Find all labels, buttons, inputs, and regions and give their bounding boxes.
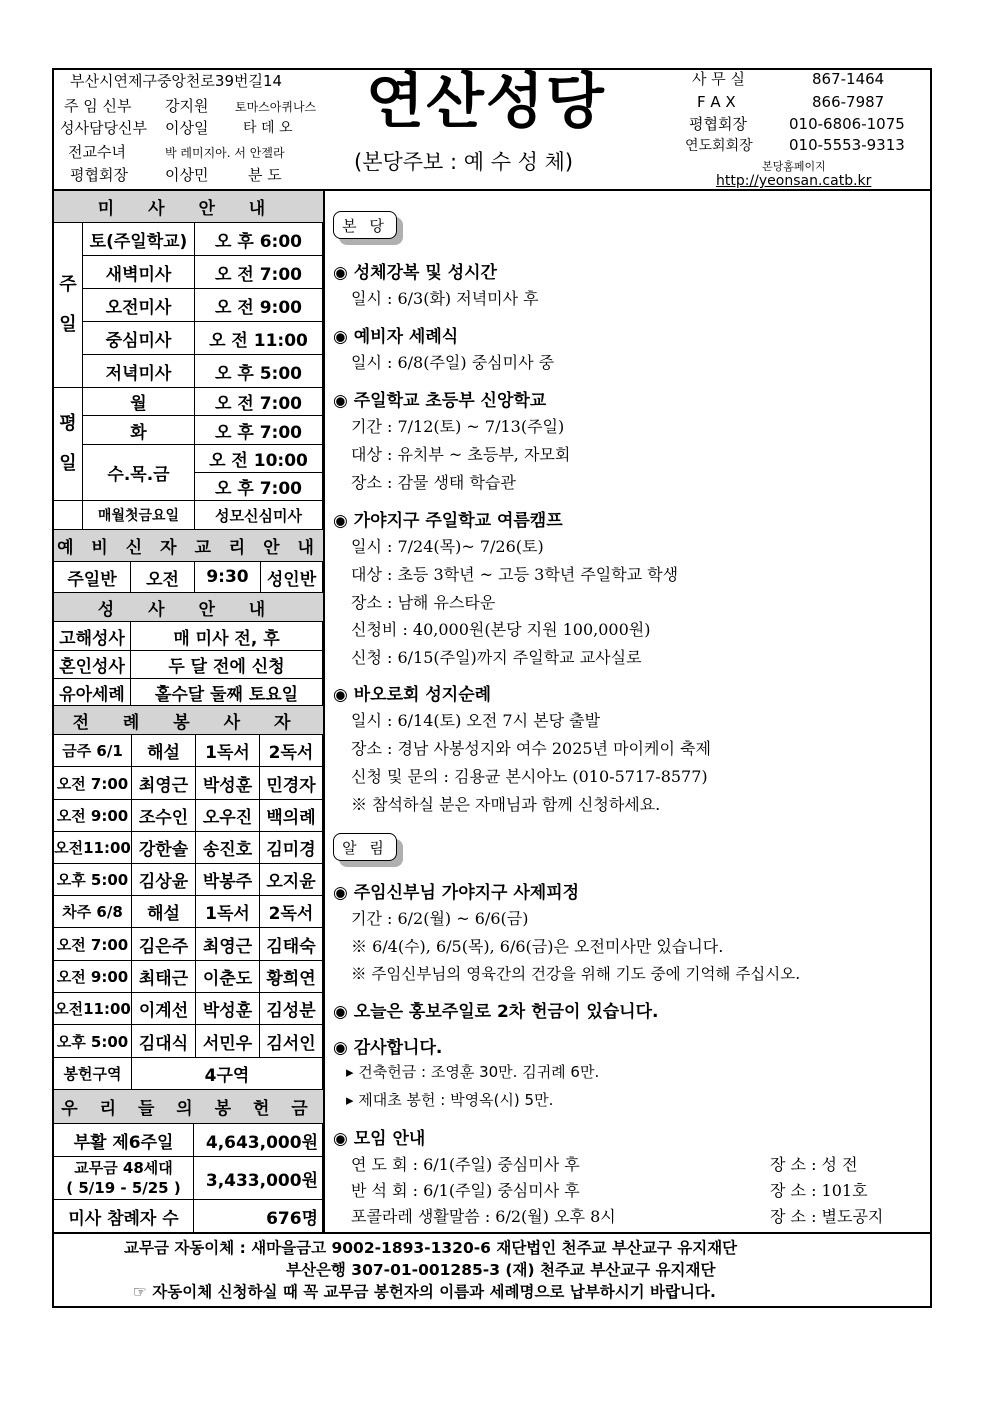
meeting-3-what: 포콜라레 생활말씀 : 6/2(월) 오후 8시 bbox=[351, 1207, 616, 1226]
sacrament-name-3: 유아세례 bbox=[54, 679, 131, 706]
parish-section-5-title: ◉ 바오로회 성지순례 bbox=[333, 685, 492, 705]
sacrament-name-2: 혼인성사 bbox=[54, 651, 131, 679]
servers-w1-r1-c1: 최영근 bbox=[132, 767, 196, 800]
parish-section-1-line-1: 일시 : 6/3(화) 저녁미사 후 bbox=[351, 289, 539, 308]
servers-w2-r4-c1: 김대식 bbox=[132, 1025, 196, 1058]
servers-week2-header-3: 2독서 bbox=[260, 896, 323, 928]
weekday-mass-name-2: 화 bbox=[83, 416, 195, 445]
parish-section-3-line-1: 기간 : 7/12(토) ~ 7/13(주일) bbox=[351, 417, 565, 436]
meeting-3-where: 장 소 : 별도공지 bbox=[770, 1207, 884, 1226]
catechumen-time: 9:30 bbox=[195, 562, 261, 593]
staff-name-3: 박 레미지아. 서 안젤라 bbox=[165, 146, 285, 160]
servers-week2-header-1: 해설 bbox=[132, 896, 196, 928]
offering-label-1: 부활 제6주일 bbox=[54, 1124, 194, 1157]
weekday-label: 평일 bbox=[54, 388, 83, 501]
homepage-link[interactable]: http://yeonsan.catb.kr bbox=[716, 173, 872, 189]
servers-w2-r3-c2: 박성훈 bbox=[196, 993, 260, 1025]
notice-section-1-line-1: 기간 : 6/2(월) ~ 6/6(금) bbox=[351, 909, 529, 928]
parish-section-4-line-1: 일시 : 7/24(목)~ 7/26(토) bbox=[351, 537, 544, 556]
parish-section-3-line-3: 장소 : 감물 생태 학습관 bbox=[351, 473, 516, 492]
staff-role-3: 전교수녀 bbox=[68, 143, 126, 161]
staff-saint-2: 타 데 오 bbox=[243, 120, 293, 136]
servers-w2-r2-c2: 이춘도 bbox=[196, 961, 260, 993]
contact-value-4: 010-5553-9313 bbox=[789, 136, 905, 154]
staff-name-4: 이상민 bbox=[165, 166, 209, 184]
parish-section-5-line-4: ※ 참석하실 분은 자매님과 함께 신청하세요. bbox=[351, 795, 661, 814]
first-friday-spacer bbox=[54, 501, 83, 530]
footer-line-2: 부산은행 307-01-001285-3 (재) 천주교 부산교구 유지재단 bbox=[286, 1261, 716, 1279]
servers-w1-r3-c1: 강한솔 bbox=[132, 832, 196, 864]
offering-label-2-line2: ( 5/19 - 5/25 ) bbox=[66, 1179, 181, 1197]
servers-w1-r3-time: 오전11:00 bbox=[54, 832, 132, 864]
meeting-1-where: 장 소 : 성 전 bbox=[770, 1155, 858, 1174]
servers-w1-r2-c1: 조수인 bbox=[132, 800, 196, 832]
staff-name-2: 이상일 bbox=[165, 119, 209, 137]
first-friday-name: 매월첫금요일 bbox=[83, 501, 195, 530]
servers-week1-header-0: 금주 6/1 bbox=[54, 735, 132, 767]
offering-value-3: 676명 bbox=[194, 1200, 323, 1232]
servers-w2-r1-c1: 김은주 bbox=[132, 928, 196, 961]
contact-label-2: F A X bbox=[697, 93, 736, 111]
notice-tag: 알 림 bbox=[333, 833, 397, 861]
sunday-mass-name-5: 저녁미사 bbox=[83, 355, 195, 388]
notice-section-3-line-1: ▸ 건축헌금 : 조영훈 30만. 김귀례 6만. bbox=[346, 1063, 600, 1081]
servers-w2-r1-c3: 김태숙 bbox=[260, 928, 323, 961]
parish-section-3-title: ◉ 주일학교 초등부 신앙학교 bbox=[333, 391, 547, 411]
mass-heading: 미 사 안 내 bbox=[54, 191, 323, 223]
sunday-mass-time-4: 오 전 11:00 bbox=[195, 322, 323, 355]
sunday-mass-time-2: 오 전 7:00 bbox=[195, 256, 323, 289]
offering-heading: 우 리 들 의 봉 헌 금 bbox=[54, 1090, 323, 1124]
offering-label-2-line1: 교무금 48세대 bbox=[74, 1159, 173, 1177]
parish-section-4-line-3: 장소 : 남해 유스타운 bbox=[351, 593, 496, 612]
weekday-mass-name-1: 월 bbox=[83, 388, 195, 416]
sunday-mass-name-4: 중심미사 bbox=[83, 322, 195, 355]
servers-w1-r3-c3: 김미경 bbox=[260, 832, 323, 864]
parish-section-4-title: ◉ 가야지구 주일학교 여름캠프 bbox=[333, 511, 563, 531]
servers-w2-r3-time: 오전11:00 bbox=[54, 993, 132, 1025]
parish-subtitle: (본당주보 : 예 수 성 체) bbox=[354, 150, 574, 174]
sacrament-value-2: 두 달 전에 신청 bbox=[131, 651, 323, 679]
parish-tag: 본 당 bbox=[333, 211, 397, 239]
parish-section-4-line-4: 신청비 : 40,000원(본당 지원 100,000원) bbox=[351, 620, 651, 639]
notice-section-3-line-2: ▸ 제대초 봉헌 : 박영옥(시) 5만. bbox=[346, 1091, 554, 1109]
contact-value-2: 866-7987 bbox=[812, 93, 885, 111]
contact-value-3: 010-6806-1075 bbox=[789, 115, 905, 133]
parish-section-5-line-3: 신청 및 문의 : 김용균 본시아노 (010-5717-8577) bbox=[351, 767, 708, 786]
servers-w2-r4-time: 오후 5:00 bbox=[54, 1025, 132, 1058]
servers-w1-r1-c3: 민경자 bbox=[260, 767, 323, 800]
parish-section-2-line-1: 일시 : 6/8(주일) 중심미사 중 bbox=[351, 353, 555, 372]
parish-section-5-line-1: 일시 : 6/14(토) 오전 7시 본당 출발 bbox=[351, 711, 601, 730]
meeting-2-what: 반 석 회 : 6/1(주일) 중심미사 후 bbox=[351, 1181, 580, 1200]
parish-section-4-line-2: 대상 : 초등 3학년 ~ 고등 3학년 주일학교 학생 bbox=[351, 565, 679, 584]
meeting-1-what: 연 도 회 : 6/1(주일) 중심미사 후 bbox=[351, 1155, 580, 1174]
notice-section-1-line-2: ※ 6/4(수), 6/5(목), 6/6(금)은 오전미사만 있습니다. bbox=[351, 937, 724, 956]
sunday-mass-time-3: 오 전 9:00 bbox=[195, 289, 323, 322]
servers-week2-header-2: 1독서 bbox=[196, 896, 260, 928]
servers-week2-header-0: 차주 6/8 bbox=[54, 896, 132, 928]
sunday-mass-time-5: 오 후 5:00 bbox=[195, 355, 323, 388]
servers-w1-r1-c2: 박성훈 bbox=[196, 767, 260, 800]
sunday-mass-time-1: 오 후 6:00 bbox=[195, 223, 323, 256]
weekday-mass-time-1: 오 전 7:00 bbox=[195, 388, 323, 416]
servers-w2-r4-c3: 김서인 bbox=[260, 1025, 323, 1058]
sunday-mass-name-3: 오전미사 bbox=[83, 289, 195, 322]
catechumen-class: 주일반 bbox=[54, 562, 131, 593]
weekday-mass-name-3: 수.목.금 bbox=[83, 445, 195, 501]
servers-week1-header-3: 2독서 bbox=[260, 735, 323, 767]
sacrament-value-3: 홀수달 둘째 토요일 bbox=[131, 679, 323, 706]
footer-line-1: 교무금 자동이체 : 새마을금고 9002-1893-1320-6 재단법인 천주교 부산교구 유지재단 bbox=[124, 1239, 738, 1257]
weekday-mass-time-3b: 오 후 7:00 bbox=[195, 473, 323, 501]
offering-area-value: 4구역 bbox=[132, 1058, 323, 1090]
servers-w1-r2-time: 오전 9:00 bbox=[54, 800, 132, 832]
servers-w2-r2-c1: 최태근 bbox=[132, 961, 196, 993]
servers-w1-r3-c2: 송진호 bbox=[196, 832, 260, 864]
first-friday-value: 성모신심미사 bbox=[195, 501, 323, 530]
servers-w1-r4-c1: 김상윤 bbox=[132, 864, 196, 896]
parish-section-5-line-2: 장소 : 경남 사봉성지와 여수 2025년 마이케이 축제 bbox=[351, 739, 711, 758]
servers-week1-header-1: 해설 bbox=[132, 735, 196, 767]
notice-section-1-line-3: ※ 주임신부님의 영육간의 건강을 위해 기도 중에 기억해 주십시오. bbox=[351, 965, 801, 983]
servers-heading: 전 례 봉 사 자 bbox=[54, 706, 323, 735]
staff-role-1: 주 임 신부 bbox=[64, 97, 132, 115]
servers-w1-r4-c3: 오지윤 bbox=[260, 864, 323, 896]
staff-role-4: 평협회장 bbox=[70, 166, 128, 184]
sacrament-name-1: 고해성사 bbox=[54, 622, 131, 651]
sacraments-heading: 성 사 안 내 bbox=[54, 593, 323, 622]
offering-area-label: 봉헌구역 bbox=[54, 1058, 132, 1090]
meetings-title: ◉ 모임 안내 bbox=[333, 1129, 426, 1149]
footer-line-3: ☞ 자동이체 신청하실 때 꼭 교무금 봉헌자의 이름과 세례명으로 납부하시기 바랍니다. bbox=[133, 1283, 716, 1301]
offering-label-2 bbox=[54, 1157, 194, 1200]
catechumen-ampm: 오전 bbox=[131, 562, 195, 593]
servers-w2-r4-c2: 서민우 bbox=[196, 1025, 260, 1058]
contact-label-4: 연도회회장 bbox=[685, 138, 753, 154]
contact-value-1: 867-1464 bbox=[812, 70, 885, 88]
contact-label-1: 사 무 실 bbox=[692, 70, 746, 88]
contact-label-3: 평협회장 bbox=[689, 115, 747, 133]
offering-value-2: 3,433,000원 bbox=[194, 1157, 323, 1200]
servers-w2-r3-c1: 이계선 bbox=[132, 993, 196, 1025]
servers-w1-r4-time: 오후 5:00 bbox=[54, 864, 132, 896]
sacrament-value-1: 매 미사 전, 후 bbox=[131, 622, 323, 651]
staff-saint-1: 토마스아퀴나스 bbox=[235, 100, 317, 114]
notice-section-1-title: ◉ 주임신부님 가야지구 사제피정 bbox=[333, 883, 580, 903]
notice-section-3-title: ◉ 감사합니다. bbox=[333, 1038, 443, 1058]
servers-w1-r2-c2: 오우진 bbox=[196, 800, 260, 832]
meeting-2-where: 장 소 : 101호 bbox=[770, 1181, 868, 1200]
catechumen-target: 성인반 bbox=[261, 562, 323, 593]
notice-section-2-title: ◉ 오늘은 홍보주일로 2차 헌금이 있습니다. bbox=[333, 1002, 659, 1022]
servers-w2-r2-c3: 황희연 bbox=[260, 961, 323, 993]
servers-w2-r1-c2: 최영근 bbox=[196, 928, 260, 961]
staff-saint-4: 분 도 bbox=[248, 166, 282, 184]
servers-w1-r1-time: 오전 7:00 bbox=[54, 767, 132, 800]
weekday-mass-time-2: 오 후 7:00 bbox=[195, 416, 323, 445]
servers-week1-header-2: 1독서 bbox=[196, 735, 260, 767]
address: 부산시연제구중앙천로39번길14 bbox=[70, 72, 283, 90]
servers-w2-r1-time: 오전 7:00 bbox=[54, 928, 132, 961]
sunday-mass-name-2: 새벽미사 bbox=[83, 256, 195, 289]
servers-w2-r2-time: 오전 9:00 bbox=[54, 961, 132, 993]
parish-section-4-line-5: 신청 : 6/15(주일)까지 주일학교 교사실로 bbox=[351, 648, 642, 667]
staff-name-1: 강지원 bbox=[165, 97, 209, 115]
homepage-label: 본당홈페이지 bbox=[762, 160, 826, 173]
parish-section-2-title: ◉ 예비자 세례식 bbox=[333, 327, 459, 347]
offering-label-3: 미사 참례자 수 bbox=[54, 1200, 194, 1232]
parish-section-3-line-2: 대상 : 유치부 ~ 초등부, 자모회 bbox=[351, 445, 571, 464]
servers-w1-r4-c2: 박봉주 bbox=[196, 864, 260, 896]
parish-title: 연산성당 bbox=[366, 67, 606, 137]
weekday-mass-time-3a: 오 전 10:00 bbox=[195, 445, 323, 473]
sunday-mass-name-1: 토(주일학교) bbox=[83, 223, 195, 256]
staff-role-2: 성사담당신부 bbox=[60, 119, 147, 137]
catechumen-heading: 예 비 신 자 교 리 안 내 bbox=[54, 530, 323, 562]
servers-w2-r3-c3: 김성분 bbox=[260, 993, 323, 1025]
servers-w1-r2-c3: 백의례 bbox=[260, 800, 323, 832]
offering-value-1: 4,643,000원 bbox=[194, 1124, 323, 1157]
sunday-label: 주일 bbox=[54, 223, 83, 388]
parish-section-1-title: ◉ 성체강복 및 성시간 bbox=[333, 263, 497, 283]
